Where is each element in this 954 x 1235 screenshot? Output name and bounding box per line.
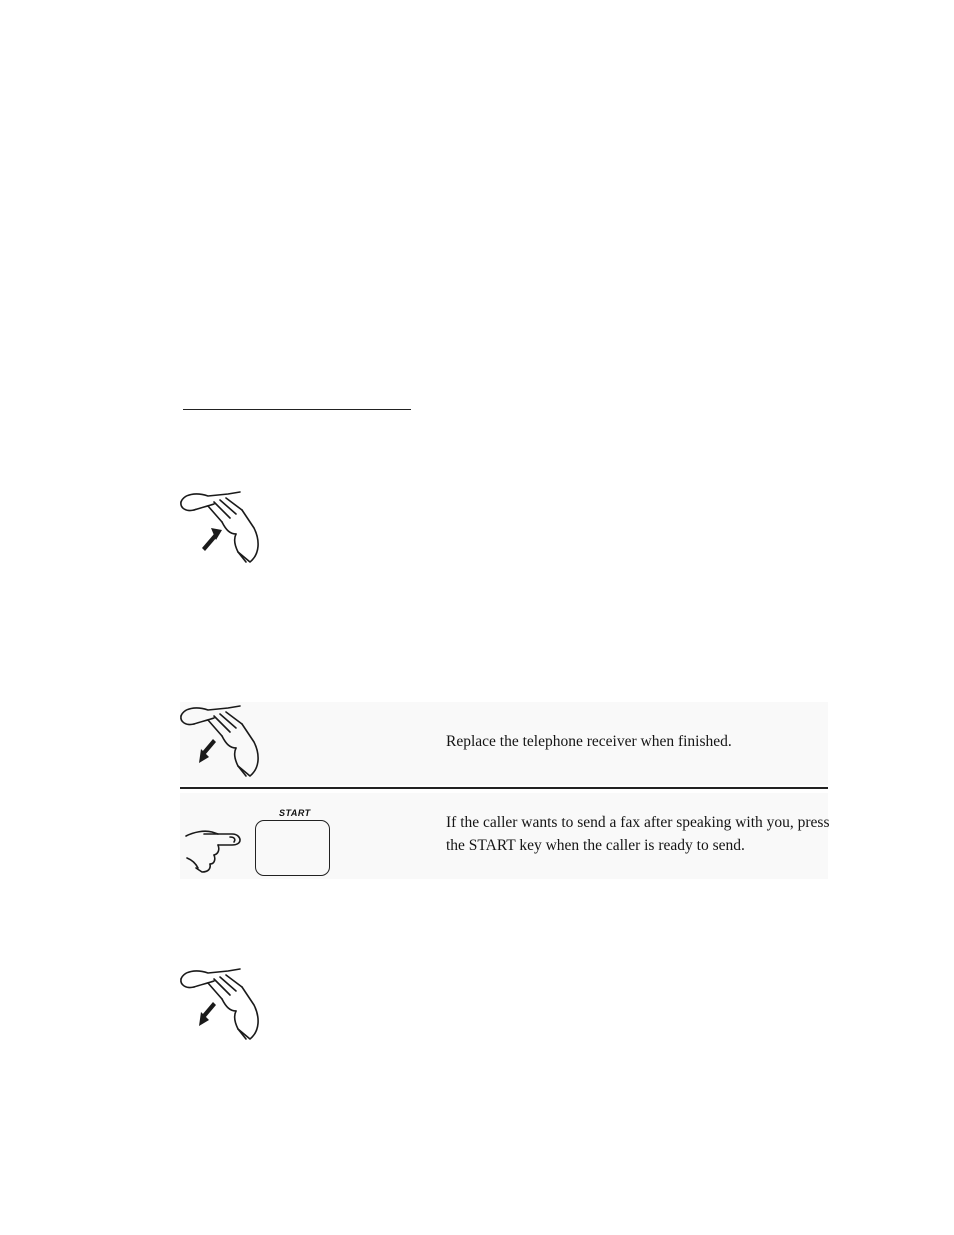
start-key-label: START (279, 808, 311, 818)
replace-handset-icon (178, 702, 268, 782)
start-key (255, 820, 330, 876)
step-instruction-text-line1: If the caller wants to send a fax after speaking with you, press (446, 814, 830, 831)
replace-handset-icon-2 (178, 965, 268, 1045)
finger-press-icon (184, 822, 246, 874)
step-instruction-text: Replace the telephone receiver when finished. (446, 733, 732, 750)
lift-handset-icon (178, 488, 268, 568)
step-divider (180, 787, 828, 789)
section-divider (183, 409, 411, 410)
step-instruction-text-line2: the START key when the caller is ready to send. (446, 837, 745, 854)
